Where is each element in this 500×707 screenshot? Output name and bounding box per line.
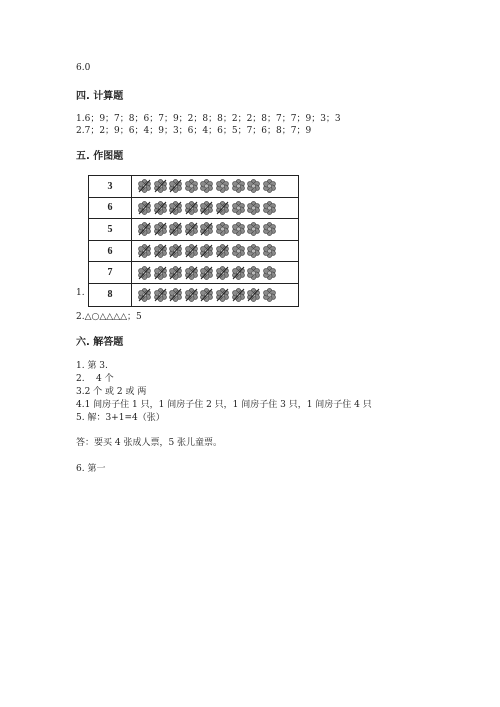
grid-row: [89, 198, 298, 220]
grid-row-number: 3: [89, 176, 132, 197]
flower-icon: [262, 201, 277, 215]
crossed-flower-icon: [137, 266, 152, 280]
crossed-flower-icon: [153, 266, 168, 280]
crossed-flower-icon: [215, 288, 230, 302]
word-answer-5-conclusion: 答：要买 4 张成人票，5 张儿童票。: [76, 438, 223, 448]
flower-icon: [246, 244, 261, 258]
flower-icon: [231, 222, 246, 236]
crossed-flower-icon: [215, 201, 230, 215]
word-answer-6: 6. 第一: [76, 464, 106, 474]
grid-row-number: 7: [89, 262, 132, 283]
flower-cell: [132, 262, 298, 283]
flower-cell: [132, 198, 298, 219]
crossed-flower-icon: [137, 179, 152, 193]
crossed-flower-icon: [199, 244, 214, 258]
flower-icon: [262, 222, 277, 236]
crossed-flower-icon: [215, 266, 230, 280]
grid-row: [89, 262, 298, 284]
crossed-flower-icon: [184, 244, 199, 258]
crossed-flower-icon: [153, 222, 168, 236]
grid-row: [89, 176, 298, 198]
word-answer-4: 4.1 间房子住 1 只，1 间房子住 2 只，1 间房子住 3 只，1 间房子住 4 只: [76, 400, 372, 410]
flower-icon: [262, 179, 277, 193]
grid-row-number: 6: [89, 241, 132, 262]
answer-line-6-0: 6.0: [76, 63, 91, 73]
section-heading-word-problems: 六. 解答题: [76, 337, 124, 348]
word-answer-2: 2. 4 个: [76, 374, 114, 384]
crossed-flower-icon: [168, 244, 183, 258]
flower-icon: [231, 201, 246, 215]
section-heading-drawing: 五. 作图题: [76, 151, 124, 162]
shapes-answer: 2.△○△△△△；5: [76, 312, 142, 322]
crossed-flower-icon: [153, 201, 168, 215]
grid-question-number: 1.: [76, 288, 85, 298]
flower-icon: [262, 244, 277, 258]
word-answer-3: 3.2 个 或 2 或 两: [76, 387, 147, 397]
grid-row-number: 5: [89, 219, 132, 240]
crossed-flower-icon: [168, 179, 183, 193]
crossed-flower-icon: [199, 222, 214, 236]
crossed-flower-icon: [231, 288, 246, 302]
grid-row: [89, 241, 298, 263]
flower-icon: [262, 266, 277, 280]
section-heading-calculation: 四. 计算题: [76, 91, 124, 102]
flower-icon: [215, 179, 230, 193]
flower-icon: [215, 222, 230, 236]
grid-row-number: 6: [89, 198, 132, 219]
crossed-flower-icon: [153, 288, 168, 302]
word-answer-5: 5. 解：3+1=4（张）: [76, 413, 165, 423]
crossed-flower-icon: [168, 288, 183, 302]
flower-grid: [88, 175, 299, 307]
flower-icon: [199, 179, 214, 193]
flower-cell: [132, 241, 298, 262]
grid-row-number: 8: [89, 284, 132, 306]
crossed-flower-icon: [184, 266, 199, 280]
crossed-flower-icon: [184, 201, 199, 215]
flower-icon: [246, 201, 261, 215]
flower-cell: [132, 284, 298, 306]
flower-icon: [231, 244, 246, 258]
flower-cell: [132, 219, 298, 240]
crossed-flower-icon: [215, 244, 230, 258]
crossed-flower-icon: [137, 201, 152, 215]
crossed-flower-icon: [246, 288, 261, 302]
flower-icon: [246, 179, 261, 193]
calculation-answers-1: 1.6；9；7；8；6；7；9；2；8；8；2；2；8；7；7；9；3；3: [76, 114, 341, 124]
crossed-flower-icon: [168, 201, 183, 215]
flower-icon: [246, 222, 261, 236]
crossed-flower-icon: [231, 266, 246, 280]
grid-row: [89, 284, 298, 306]
flower-icon: [262, 288, 277, 302]
crossed-flower-icon: [153, 179, 168, 193]
crossed-flower-icon: [199, 288, 214, 302]
word-answer-1: 1. 第 3.: [76, 361, 108, 371]
crossed-flower-icon: [137, 288, 152, 302]
grid-row: [89, 219, 298, 241]
crossed-flower-icon: [184, 222, 199, 236]
crossed-flower-icon: [199, 201, 214, 215]
crossed-flower-icon: [168, 222, 183, 236]
flower-icon: [231, 179, 246, 193]
crossed-flower-icon: [199, 266, 214, 280]
crossed-flower-icon: [184, 288, 199, 302]
calculation-answers-2: 2.7；2；9；6；4；9；3；6；4；6；5；7；6；8；7；9: [76, 126, 312, 136]
crossed-flower-icon: [153, 244, 168, 258]
crossed-flower-icon: [137, 222, 152, 236]
flower-icon: [246, 266, 261, 280]
flower-icon: [184, 179, 199, 193]
crossed-flower-icon: [168, 266, 183, 280]
flower-cell: [132, 176, 298, 197]
crossed-flower-icon: [137, 244, 152, 258]
